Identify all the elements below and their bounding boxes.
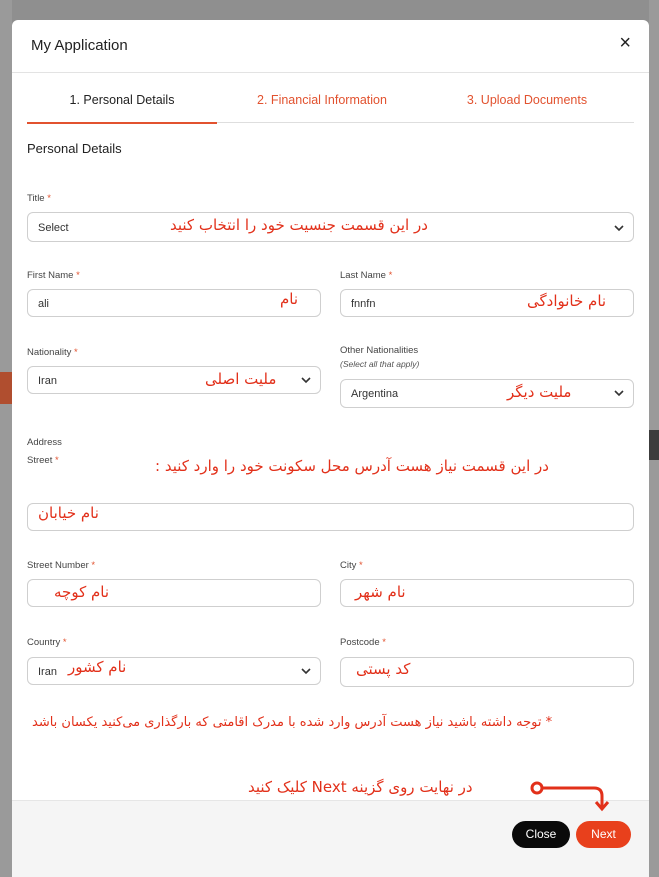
annotation-street-number: نام کوچه bbox=[54, 583, 110, 601]
other-nationalities-label: Other Nationalities bbox=[340, 345, 419, 356]
postcode-label-text: Postcode bbox=[340, 637, 380, 648]
required-mark: * bbox=[382, 637, 386, 648]
street-number-label bbox=[27, 560, 95, 571]
nationality-select[interactable] bbox=[27, 366, 321, 394]
last-name-label-text: Last Name bbox=[340, 270, 386, 281]
chevron-down-icon bbox=[613, 387, 625, 399]
required-mark: * bbox=[388, 270, 393, 281]
required-mark: * bbox=[55, 455, 59, 466]
annotation-first-name: نام bbox=[280, 290, 299, 308]
nationality-value: Iran bbox=[38, 375, 57, 387]
tab-personal-details[interactable]: 1. Personal Details bbox=[27, 90, 217, 124]
modal-header bbox=[12, 20, 649, 73]
city-label bbox=[340, 560, 363, 571]
other-nationalities-hint: (Select all that apply) bbox=[340, 359, 420, 369]
close-button[interactable]: Close bbox=[512, 821, 570, 848]
first-name-label-text: First Name bbox=[27, 270, 74, 281]
first-name-label bbox=[27, 270, 80, 281]
annotation-postcode: کد پستی bbox=[356, 660, 411, 678]
title-label bbox=[27, 193, 51, 204]
arrow-icon bbox=[528, 778, 618, 818]
postcode-label bbox=[340, 637, 386, 648]
background-left bbox=[0, 0, 12, 877]
street-label-text: Street bbox=[27, 455, 53, 466]
annotation-warning: * توجه داشته باشید نیاز هست آدرس وارد شده با مدرک اقامتی که بارگذاری می‌کنید یکسان باشد bbox=[32, 715, 553, 730]
required-mark: * bbox=[91, 560, 96, 571]
tab-upload-documents[interactable]: 3. Upload Documents bbox=[466, 93, 588, 107]
street-number-label-text: Street Number bbox=[27, 560, 89, 571]
application-modal bbox=[12, 20, 649, 877]
title-label-text: Title bbox=[27, 193, 45, 204]
city-label-text: City bbox=[340, 560, 357, 571]
country-label bbox=[27, 637, 67, 648]
annotation-nationality: ملیت اصلی bbox=[205, 370, 277, 388]
street-input[interactable] bbox=[27, 503, 634, 531]
chevron-down-icon bbox=[300, 665, 312, 677]
last-name-value: fnnfn bbox=[351, 298, 376, 310]
street-label bbox=[27, 455, 59, 466]
annotation-last-name: نام خانوادگی bbox=[527, 292, 607, 310]
country-value: Iran bbox=[38, 666, 57, 678]
annotation-street: نام خیابان bbox=[38, 504, 99, 522]
other-nationalities-select[interactable] bbox=[340, 379, 634, 408]
modal-title: My Application bbox=[31, 37, 128, 54]
background-dark-strip bbox=[649, 430, 659, 460]
required-mark: * bbox=[359, 560, 363, 571]
annotation-country: نام کشور bbox=[68, 658, 127, 676]
nationality-label-text: Nationality bbox=[27, 347, 72, 358]
close-icon[interactable]: × bbox=[619, 32, 631, 54]
other-nationalities-value: Argentina bbox=[351, 388, 399, 400]
required-mark: * bbox=[74, 347, 78, 358]
next-button[interactable]: Next bbox=[576, 821, 631, 848]
first-name-input[interactable] bbox=[27, 289, 321, 317]
title-select-value: Select bbox=[38, 222, 69, 234]
required-mark: * bbox=[62, 637, 67, 648]
required-mark: * bbox=[47, 193, 51, 204]
nationality-label bbox=[27, 347, 78, 358]
tab-financial-information[interactable]: 2. Financial Information bbox=[257, 93, 387, 107]
chevron-down-icon bbox=[300, 374, 312, 386]
country-label-text: Country bbox=[27, 637, 61, 648]
first-name-value: ali bbox=[38, 298, 50, 310]
background-accent-strip bbox=[0, 372, 12, 404]
address-label: Address bbox=[27, 437, 62, 448]
annotation-other-nationality: ملیت دیگر bbox=[507, 383, 572, 401]
last-name-label bbox=[340, 270, 392, 281]
annotation-title-note: در این قسمت جنسیت خود را انتخاب کنید bbox=[170, 216, 428, 234]
chevron-down-icon bbox=[613, 222, 625, 234]
step-tabs bbox=[27, 90, 634, 123]
required-mark: * bbox=[76, 270, 80, 281]
annotation-address-note: در این قسمت نیاز هست آدرس محل سکونت خود را وارد کنید : bbox=[155, 457, 549, 475]
section-title: Personal Details bbox=[27, 141, 122, 156]
annotation-city: نام شهر bbox=[355, 583, 406, 601]
annotation-next-note: در نهایت روی گزینه Next کلیک کنید bbox=[248, 778, 473, 796]
